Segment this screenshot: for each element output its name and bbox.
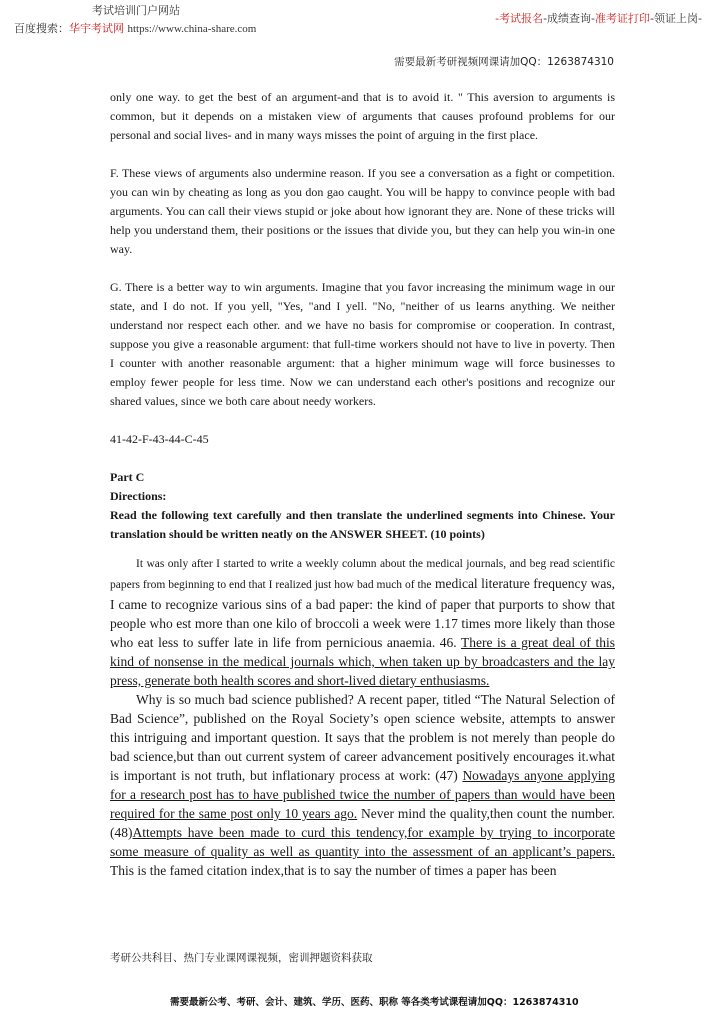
passage-paragraph-1 bbox=[110, 553, 615, 690]
top-nav bbox=[495, 10, 702, 26]
part-c-title: Part C bbox=[110, 470, 145, 484]
nav-dash: - bbox=[650, 12, 655, 25]
paragraph-f: F. These views of arguments also undermine reason. If you see a conversation as a fight or competition. you can win by cheating as long as you don gao caught. You will be happy to convince people with bad arguments. You can call their views stupid or joke about how ignorant they are. None of these tricks will help you understand them, their positions or the issues that divide you, but they can help you win-in one way. bbox=[110, 166, 615, 256]
underlined-47: Nowadays anyone applying for a research post has to have published twice the number of papers than would have been required for the same post only 10 years ago. bbox=[110, 768, 615, 821]
passage-paragraph-2 bbox=[110, 690, 615, 880]
nav-score-query[interactable]: 成绩查询 bbox=[547, 12, 592, 25]
nav-admission-ticket[interactable]: 准考证打印 bbox=[595, 12, 651, 25]
nav-exam-registration[interactable]: 考试报名 bbox=[499, 12, 544, 25]
document-body bbox=[110, 88, 615, 880]
nav-dash: - bbox=[698, 12, 702, 25]
qq-notice: 需要最新考研视频网课请加QQ：1263874310 bbox=[394, 56, 614, 68]
nav-dash: - bbox=[543, 12, 548, 25]
passage-p2-c: This is the famed citation index,that is to say the number of times a paper has been bbox=[110, 863, 557, 878]
passage-p2-b: Never mind the quality,then count the number. (48) bbox=[110, 806, 615, 840]
site-url-link[interactable]: https://www.china-share.com bbox=[127, 23, 257, 35]
search-label: 百度搜索： bbox=[14, 22, 69, 35]
answer-key: 41-42-F-43-44-C-45 bbox=[110, 432, 209, 446]
site-name: 考试培训门户网站 bbox=[92, 4, 180, 17]
underlined-46: There is a great deal of this kind of nonsense in the medical journals which, when taken up by broadcasters and the lay press, generate both health scores and short-lived dietary enthusiasms. bbox=[110, 635, 615, 688]
passage-p1-rest: medical literature frequency was, I came to recognize various sins of a bad paper: the kind of paper that purports to show that people who est more than one kilo of broccoli a week were 1.17 times more likely than those who eat less to suffer late in life from pernicious anaemia. 46. bbox=[110, 576, 615, 650]
passage-p1-small: It was only after I started to write a weekly column about the medical journals, and beg read scientific papers from beginning to end that I realized just how bad much of the bbox=[110, 558, 615, 591]
search-line bbox=[14, 20, 256, 36]
passage-p2-a: Why is so much bad science published? A recent paper, titled “The Natural Selection of Bad Science”, published on the Royal Society’s open science website, attempts to answer this intriguing and important question. It says that the problem is not merely than people do bad science,but than out current system of career advancement positively encourages it.what is important is not truth, but inflationary process at work: (47) bbox=[110, 692, 615, 783]
directions-label: Directions: bbox=[110, 489, 167, 503]
paragraph-g: G. There is a better way to win arguments. Imagine that you favor increasing the minimum wage in our state, and I do not. If you yell, "Yes, "and I yell. "No, "neither of us learns anything. We neither understand nor respect each other. and we have no basis for compromise or cooperation. In contrast, suppose you give a reasonable argument: that full-time workers should not have to live in poverty. Then I counter with another reasonable argument: that a higher minimum wage will force businesses to employ fewer people for less time. Now we can understand each other's positions and recognize our shared values, since we both care about needy workers. bbox=[110, 280, 615, 408]
nav-dash: - bbox=[495, 12, 500, 25]
nav-dash: - bbox=[591, 12, 596, 25]
nav-certificate[interactable]: 领证上岗 bbox=[654, 12, 699, 25]
paragraph-intro: only one way. to get the best of an argument-and that is to avoid it. " This aversion to arguments is common, but it depends on a mistaken view of arguments that causes profound problems for our personal and social lives- and in many ways misses the point of arguing in the first place. bbox=[110, 90, 615, 142]
directions-text: Read the following text carefully and then translate the underlined segments into Chinese. Your translation should be written neatly on the ANSWER SHEET. (10 points) bbox=[110, 508, 615, 541]
underlined-48: Attempts have been made to curd this tendency,for example by trying to incorporate some measure of quality as well as quantity into the assessment of an applicant’s papers. bbox=[110, 825, 615, 859]
footer-line-1: 考研公共科目、热门专业课网课视频，密训押题资料获取 bbox=[110, 952, 373, 964]
footer-line-2: 需要最新公考、考研、会计、建筑、学历、医药、职称 等各类考试课程请加QQ：1263874310 bbox=[170, 997, 579, 1008]
search-brand-link[interactable]: 华宇考试网 bbox=[69, 22, 124, 35]
